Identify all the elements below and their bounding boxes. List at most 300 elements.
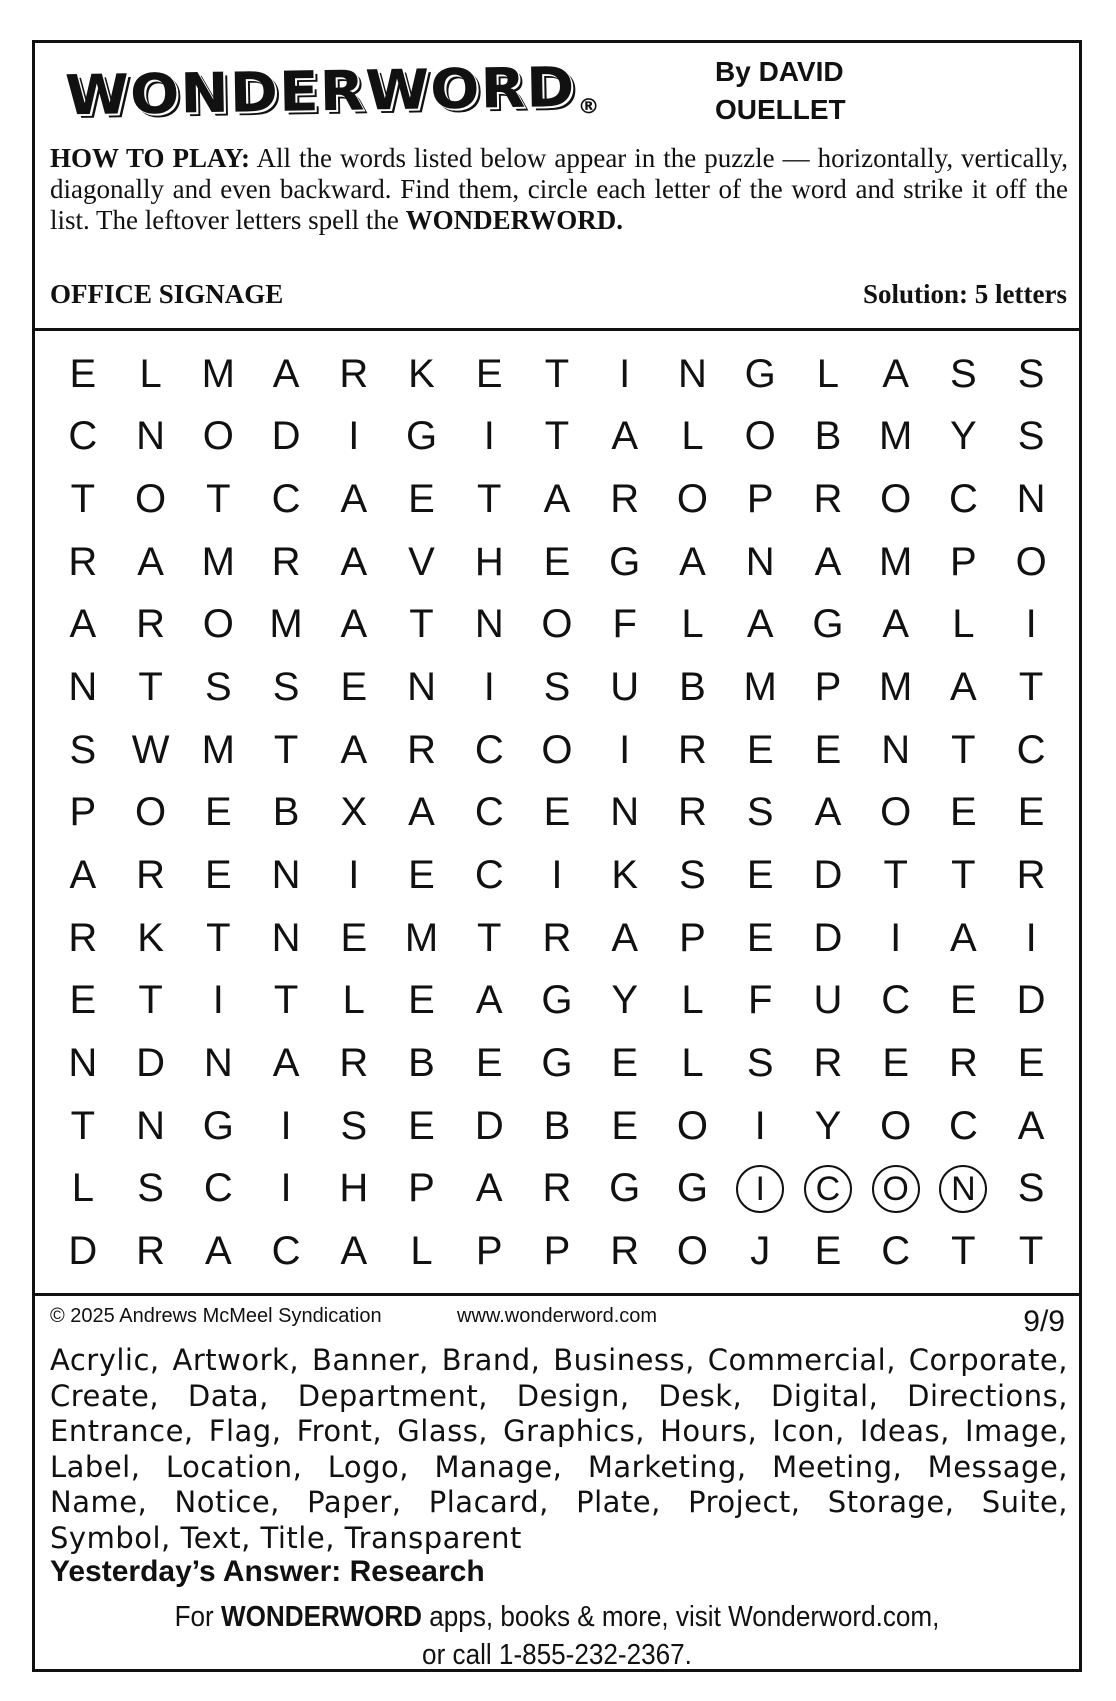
grid-cell	[388, 468, 456, 531]
grid-cell	[117, 1095, 185, 1158]
grid-letter: I	[619, 727, 631, 772]
grid-letter: K	[408, 351, 435, 396]
grid-letter: N	[678, 351, 707, 396]
grid-cell	[320, 907, 388, 970]
grid-cell	[523, 656, 591, 719]
grid-cell	[252, 468, 320, 531]
grid-cell	[117, 531, 185, 594]
grid-letter: C	[474, 790, 504, 835]
grid-cell	[320, 719, 388, 782]
grid-cell	[794, 970, 862, 1033]
grid-letter: G	[405, 414, 438, 459]
grid-cell	[49, 1032, 117, 1095]
grid-letter: R	[678, 790, 707, 835]
grid-cell	[726, 1032, 794, 1095]
grid-cell	[388, 531, 456, 594]
grid-cell	[455, 970, 523, 1033]
grid-cell	[862, 468, 930, 531]
grid-letter: T	[273, 978, 299, 1023]
grid-letter: R	[68, 915, 98, 960]
grid-cell	[862, 719, 930, 782]
grid-cell	[862, 907, 930, 970]
grid-cell	[930, 1032, 998, 1095]
grid-letter: E	[611, 1103, 639, 1148]
grid-cell	[726, 594, 794, 657]
grid-cell	[455, 1220, 523, 1283]
grid-letter: P	[679, 915, 706, 960]
promo-line1	[87, 1598, 1027, 1636]
grid-letter: L	[681, 1041, 704, 1086]
grid-cell	[794, 406, 862, 469]
grid-letter: T	[409, 602, 434, 647]
grid-cell	[794, 1095, 862, 1158]
grid-cell	[184, 844, 252, 907]
grid-letter: J	[750, 1229, 771, 1274]
grid-cell	[591, 594, 659, 657]
grid-cell	[455, 531, 523, 594]
grid-letter: T	[951, 727, 976, 772]
grid-cell	[997, 1220, 1065, 1283]
grid-letter: L	[816, 351, 840, 396]
grid-letter: R	[136, 602, 166, 647]
grid-letter: A	[204, 1229, 232, 1274]
grid-cell	[726, 844, 794, 907]
grid-letter: E	[543, 539, 571, 584]
grid-cell	[659, 1158, 727, 1221]
grid-cell	[794, 468, 862, 531]
grid-cell	[184, 782, 252, 845]
grid-letter: T	[138, 978, 163, 1023]
grid-letter: N	[881, 727, 911, 772]
grid-letter: S	[746, 790, 774, 835]
grid-cell	[659, 844, 727, 907]
grid-letter: L	[342, 978, 365, 1023]
grid-cell	[794, 719, 862, 782]
grid-letter: T	[206, 915, 231, 960]
grid-letter: O	[744, 414, 776, 459]
grid-letter: E	[475, 351, 503, 396]
grid-cell	[523, 782, 591, 845]
grid-letter: N	[136, 414, 166, 459]
grid-letter: K	[611, 853, 639, 898]
grid-cell	[320, 468, 388, 531]
grid-letter: B	[272, 790, 300, 835]
grid-cell	[49, 594, 117, 657]
grid-cell	[862, 531, 930, 594]
grid-cell	[591, 907, 659, 970]
grid-letter: T	[477, 915, 502, 960]
grid-cell	[930, 719, 998, 782]
grid-cell	[997, 406, 1065, 469]
grid-letter: S	[1017, 414, 1045, 459]
grid-letter: E	[204, 853, 232, 898]
grid-letter: C	[804, 1165, 852, 1213]
grid-cell	[997, 656, 1065, 719]
grid-letter: R	[610, 477, 640, 522]
grid-letter: D	[813, 853, 843, 898]
grid-letter: M	[879, 414, 913, 459]
grid-letter: A	[475, 1166, 503, 1211]
grid-cell	[523, 1095, 591, 1158]
grid-letter: N	[68, 1041, 98, 1086]
grid-letter: M	[404, 915, 439, 960]
copyright: © 2025 Andrews McMeel Syndication	[50, 1305, 382, 1327]
grid-letter: O	[880, 1103, 912, 1148]
grid-cell	[455, 782, 523, 845]
grid-cell	[930, 844, 998, 907]
grid-cell	[523, 468, 591, 531]
grid-cell	[591, 406, 659, 469]
grid-cell	[726, 468, 794, 531]
grid-letter: B	[543, 1103, 571, 1148]
grid-cell	[49, 1158, 117, 1221]
grid-letter: I	[754, 1103, 766, 1148]
grid-cell	[523, 719, 591, 782]
grid-letter: S	[746, 1041, 774, 1086]
grid-letter: U	[813, 978, 843, 1023]
grid-cell	[930, 406, 998, 469]
grid-letter: N	[203, 1041, 233, 1086]
grid-cell	[320, 844, 388, 907]
grid-letter: E	[882, 1041, 909, 1086]
wonderword-logo	[64, 54, 600, 127]
grid-cell	[523, 594, 591, 657]
grid-letter: O	[135, 477, 167, 522]
grid-letter: T	[951, 1229, 976, 1274]
grid-cell	[455, 594, 523, 657]
grid-cell	[862, 594, 930, 657]
grid-cell	[49, 1220, 117, 1283]
grid-cell	[117, 970, 185, 1033]
grid-letter: T	[70, 477, 96, 522]
grid-cell	[252, 719, 320, 782]
grid-letter: T	[273, 727, 299, 772]
grid-letter: V	[408, 539, 435, 584]
grid-cell	[591, 1032, 659, 1095]
grid-cell	[184, 531, 252, 594]
grid-cell	[997, 907, 1065, 970]
grid-letter: M	[201, 727, 235, 772]
grid-cell	[252, 782, 320, 845]
grid-cell	[252, 1032, 320, 1095]
grid-cell	[794, 343, 862, 406]
grid-letter: S	[1017, 1166, 1045, 1211]
divider-bottom	[35, 1293, 1079, 1296]
grid-letter: R	[948, 1041, 978, 1086]
grid-letter: P	[814, 665, 842, 710]
grid-cell	[455, 343, 523, 406]
grid-cell	[862, 782, 930, 845]
grid-cell	[388, 1220, 456, 1283]
grid-letter: A	[340, 602, 368, 647]
grid-cell	[455, 656, 523, 719]
grid-cell	[184, 468, 252, 531]
grid-cell	[252, 1220, 320, 1283]
grid-letter: O	[676, 477, 709, 522]
grid-letter: B	[408, 1041, 435, 1086]
grid-cell	[117, 1032, 185, 1095]
grid-letter: A	[543, 477, 571, 522]
grid-cell	[523, 343, 591, 406]
grid-letter: L	[681, 414, 704, 459]
grid-cell	[591, 531, 659, 594]
grid-letter: M	[743, 665, 777, 710]
grid-letter: T	[206, 477, 231, 522]
grid-cell	[455, 719, 523, 782]
grid-cell	[49, 970, 117, 1033]
grid-letter: C	[1016, 727, 1046, 772]
grid-letter: I	[619, 351, 631, 396]
puzzle-date: 9/9	[1023, 1305, 1065, 1338]
grid-letter: S	[1017, 351, 1045, 396]
grid-cell	[523, 844, 591, 907]
grid-cell	[455, 1095, 523, 1158]
grid-letter: E	[69, 351, 97, 396]
grid-cell	[184, 406, 252, 469]
grid-cell	[659, 531, 727, 594]
grid-cell	[726, 531, 794, 594]
grid-cell	[591, 1158, 659, 1221]
grid-cell	[997, 782, 1065, 845]
grid-cell	[252, 970, 320, 1033]
grid-cell	[388, 719, 456, 782]
grid-cell	[930, 594, 998, 657]
grid-cell	[591, 970, 659, 1033]
grid-letter: E	[408, 978, 435, 1023]
grid-cell	[862, 970, 930, 1033]
grid-letter: I	[1025, 915, 1037, 960]
grid-cell	[523, 1220, 591, 1283]
grid-letter: I	[280, 1103, 292, 1148]
grid-letter: D	[813, 915, 843, 960]
grid-cell	[388, 406, 456, 469]
grid-letter: E	[408, 477, 435, 522]
grid-letter: G	[541, 1041, 573, 1086]
grid-letter: A	[69, 602, 97, 647]
grid-letter: T	[883, 853, 908, 898]
grid-letter: P	[746, 477, 774, 522]
grid-cell	[794, 1032, 862, 1095]
grid-letter: A	[882, 602, 909, 647]
grid-letter: C	[271, 477, 301, 522]
grid-cell	[320, 656, 388, 719]
grid-cell	[997, 1095, 1065, 1158]
grid-letter: E	[204, 790, 232, 835]
grid-letter: T	[544, 414, 570, 459]
grid-letter: G	[812, 602, 844, 647]
grid-letter: D	[271, 414, 301, 459]
grid-letter: A	[679, 539, 706, 584]
grid-letter: F	[612, 602, 637, 647]
grid-letter: E	[746, 727, 774, 772]
promo-line1-rest: apps, books & more, visit Wonderword.com,	[422, 1601, 940, 1633]
grid-cell	[49, 656, 117, 719]
grid-cell	[49, 406, 117, 469]
grid-letter: S	[272, 665, 300, 710]
grid-letter: S	[340, 1103, 368, 1148]
grid-letter: I	[212, 978, 224, 1023]
grid-cell	[49, 1095, 117, 1158]
grid-letter: M	[879, 665, 913, 710]
how-to-play-end: WONDERWORD.	[405, 205, 623, 235]
grid-cell	[320, 343, 388, 406]
grid-cell	[591, 468, 659, 531]
grid-cell	[997, 1032, 1065, 1095]
promo-brand: WONDERWORD	[220, 1601, 423, 1633]
grid-letter: A	[272, 351, 300, 396]
grid-letter: A	[950, 915, 977, 960]
grid-letter: I	[551, 853, 563, 898]
grid-letter: N	[407, 665, 436, 710]
grid-cell	[252, 844, 320, 907]
grid-letter: A	[340, 539, 368, 584]
grid-cell	[862, 343, 930, 406]
grid-letter: L	[71, 1166, 94, 1211]
grid-cell	[388, 844, 456, 907]
grid-letter: S	[679, 853, 706, 898]
grid-letter: F	[747, 978, 773, 1023]
grid-cell	[659, 782, 727, 845]
grid-cell	[184, 1032, 252, 1095]
grid-letter: A	[475, 978, 503, 1023]
grid-cell	[252, 1158, 320, 1221]
grid-cell	[252, 406, 320, 469]
how-to-play-label: HOW TO PLAY:	[50, 143, 251, 173]
grid-letter: E	[408, 853, 435, 898]
grid-cell	[726, 782, 794, 845]
grid-letter: T	[70, 1103, 96, 1148]
grid-cell	[930, 907, 998, 970]
promo	[87, 1598, 1027, 1674]
grid-cell	[252, 594, 320, 657]
grid-cell	[184, 594, 252, 657]
grid-letter: I	[890, 915, 902, 960]
grid-cell	[388, 343, 456, 406]
grid-letter: D	[1016, 978, 1046, 1023]
grid-cell	[997, 343, 1065, 406]
grid-cell	[184, 1220, 252, 1283]
grid-letter: W	[131, 727, 170, 772]
grid-letter: O	[202, 602, 234, 647]
grid-cell	[930, 468, 998, 531]
grid-letter: C	[68, 414, 98, 459]
puzzle-frame	[32, 40, 1082, 1672]
how-to-play	[50, 143, 1068, 236]
grid-cell	[320, 1032, 388, 1095]
grid-cell	[997, 1158, 1065, 1221]
grid-letter: E	[814, 727, 842, 772]
grid-cell	[591, 719, 659, 782]
grid-cell	[997, 719, 1065, 782]
grid-letter: B	[814, 414, 842, 459]
grid-letter: P	[543, 1229, 571, 1274]
grid-letter: G	[541, 978, 573, 1023]
grid-letter: A	[950, 665, 977, 710]
grid-cell	[794, 1158, 862, 1221]
grid-cell	[997, 468, 1065, 531]
grid-cell	[794, 782, 862, 845]
grid-letter: M	[201, 539, 235, 584]
grid-cell	[117, 594, 185, 657]
grid-cell	[184, 343, 252, 406]
grid-letter: R	[271, 539, 301, 584]
grid-letter: E	[814, 1229, 842, 1274]
grid-cell	[455, 907, 523, 970]
grid-cell	[726, 343, 794, 406]
grid-letter: L	[410, 1229, 433, 1274]
grid-letter: G	[609, 1166, 641, 1211]
grid-cell	[184, 1158, 252, 1221]
grid-cell	[726, 656, 794, 719]
grid-cell	[117, 1220, 185, 1283]
grid-cell	[659, 1095, 727, 1158]
grid-cell	[523, 907, 591, 970]
grid-cell	[523, 531, 591, 594]
grid-letter: C	[271, 1229, 301, 1274]
grid-letter: R	[1016, 853, 1046, 898]
grid-letter: C	[948, 477, 978, 522]
byline-line1: By DAVID	[715, 56, 844, 87]
grid-cell	[455, 1032, 523, 1095]
grid-letter: N	[610, 790, 640, 835]
grid-cell	[591, 1220, 659, 1283]
grid-letter: L	[139, 351, 162, 396]
grid-letter: M	[269, 602, 303, 647]
grid-cell	[117, 343, 185, 406]
grid-letter: L	[952, 602, 975, 647]
grid-cell	[252, 531, 320, 594]
grid-cell	[591, 1095, 659, 1158]
grid-cell	[388, 656, 456, 719]
grid-cell	[794, 844, 862, 907]
grid-cell	[49, 907, 117, 970]
grid-cell	[659, 970, 727, 1033]
grid-cell	[455, 468, 523, 531]
grid-cell	[320, 406, 388, 469]
grid-cell	[117, 1158, 185, 1221]
grid-letter: E	[746, 853, 774, 898]
grid-letter: O	[872, 1165, 920, 1213]
grid-letter: K	[137, 915, 164, 960]
grid-cell	[455, 406, 523, 469]
grid-cell	[320, 594, 388, 657]
grid-letter: E	[746, 915, 774, 960]
grid-letter: C	[881, 1229, 911, 1274]
registered-mark: ®	[577, 95, 601, 120]
grid-letter: E	[1017, 790, 1045, 835]
grid-letter: I	[483, 414, 495, 459]
grid-cell	[388, 1095, 456, 1158]
grid-cell	[726, 406, 794, 469]
grid-cell	[726, 1158, 794, 1221]
grid-letter: R	[813, 1041, 843, 1086]
how-to-play-text: All the words listed below appear in the puzzle — horizontally, vertically, diagonally and even backward. Find them, circle each letter of the word and strike it off the list. The leftover letters spell the	[50, 143, 1068, 235]
grid-cell	[659, 594, 727, 657]
yesterdays-answer: Yesterday’s Answer: Research	[50, 1555, 485, 1588]
grid-letter: E	[1017, 1041, 1045, 1086]
grid-letter: A	[746, 602, 774, 647]
grid-letter: C	[474, 853, 504, 898]
grid-letter: A	[340, 1229, 368, 1274]
byline	[715, 53, 915, 129]
grid-cell	[726, 1095, 794, 1158]
promo-line2: or call 1-855-232-2367.	[422, 1639, 692, 1671]
grid-cell	[930, 531, 998, 594]
logo-text: WONDERWORD	[64, 54, 576, 128]
grid-cell	[862, 1095, 930, 1158]
grid-letter: P	[408, 1166, 435, 1211]
grid-cell	[726, 719, 794, 782]
